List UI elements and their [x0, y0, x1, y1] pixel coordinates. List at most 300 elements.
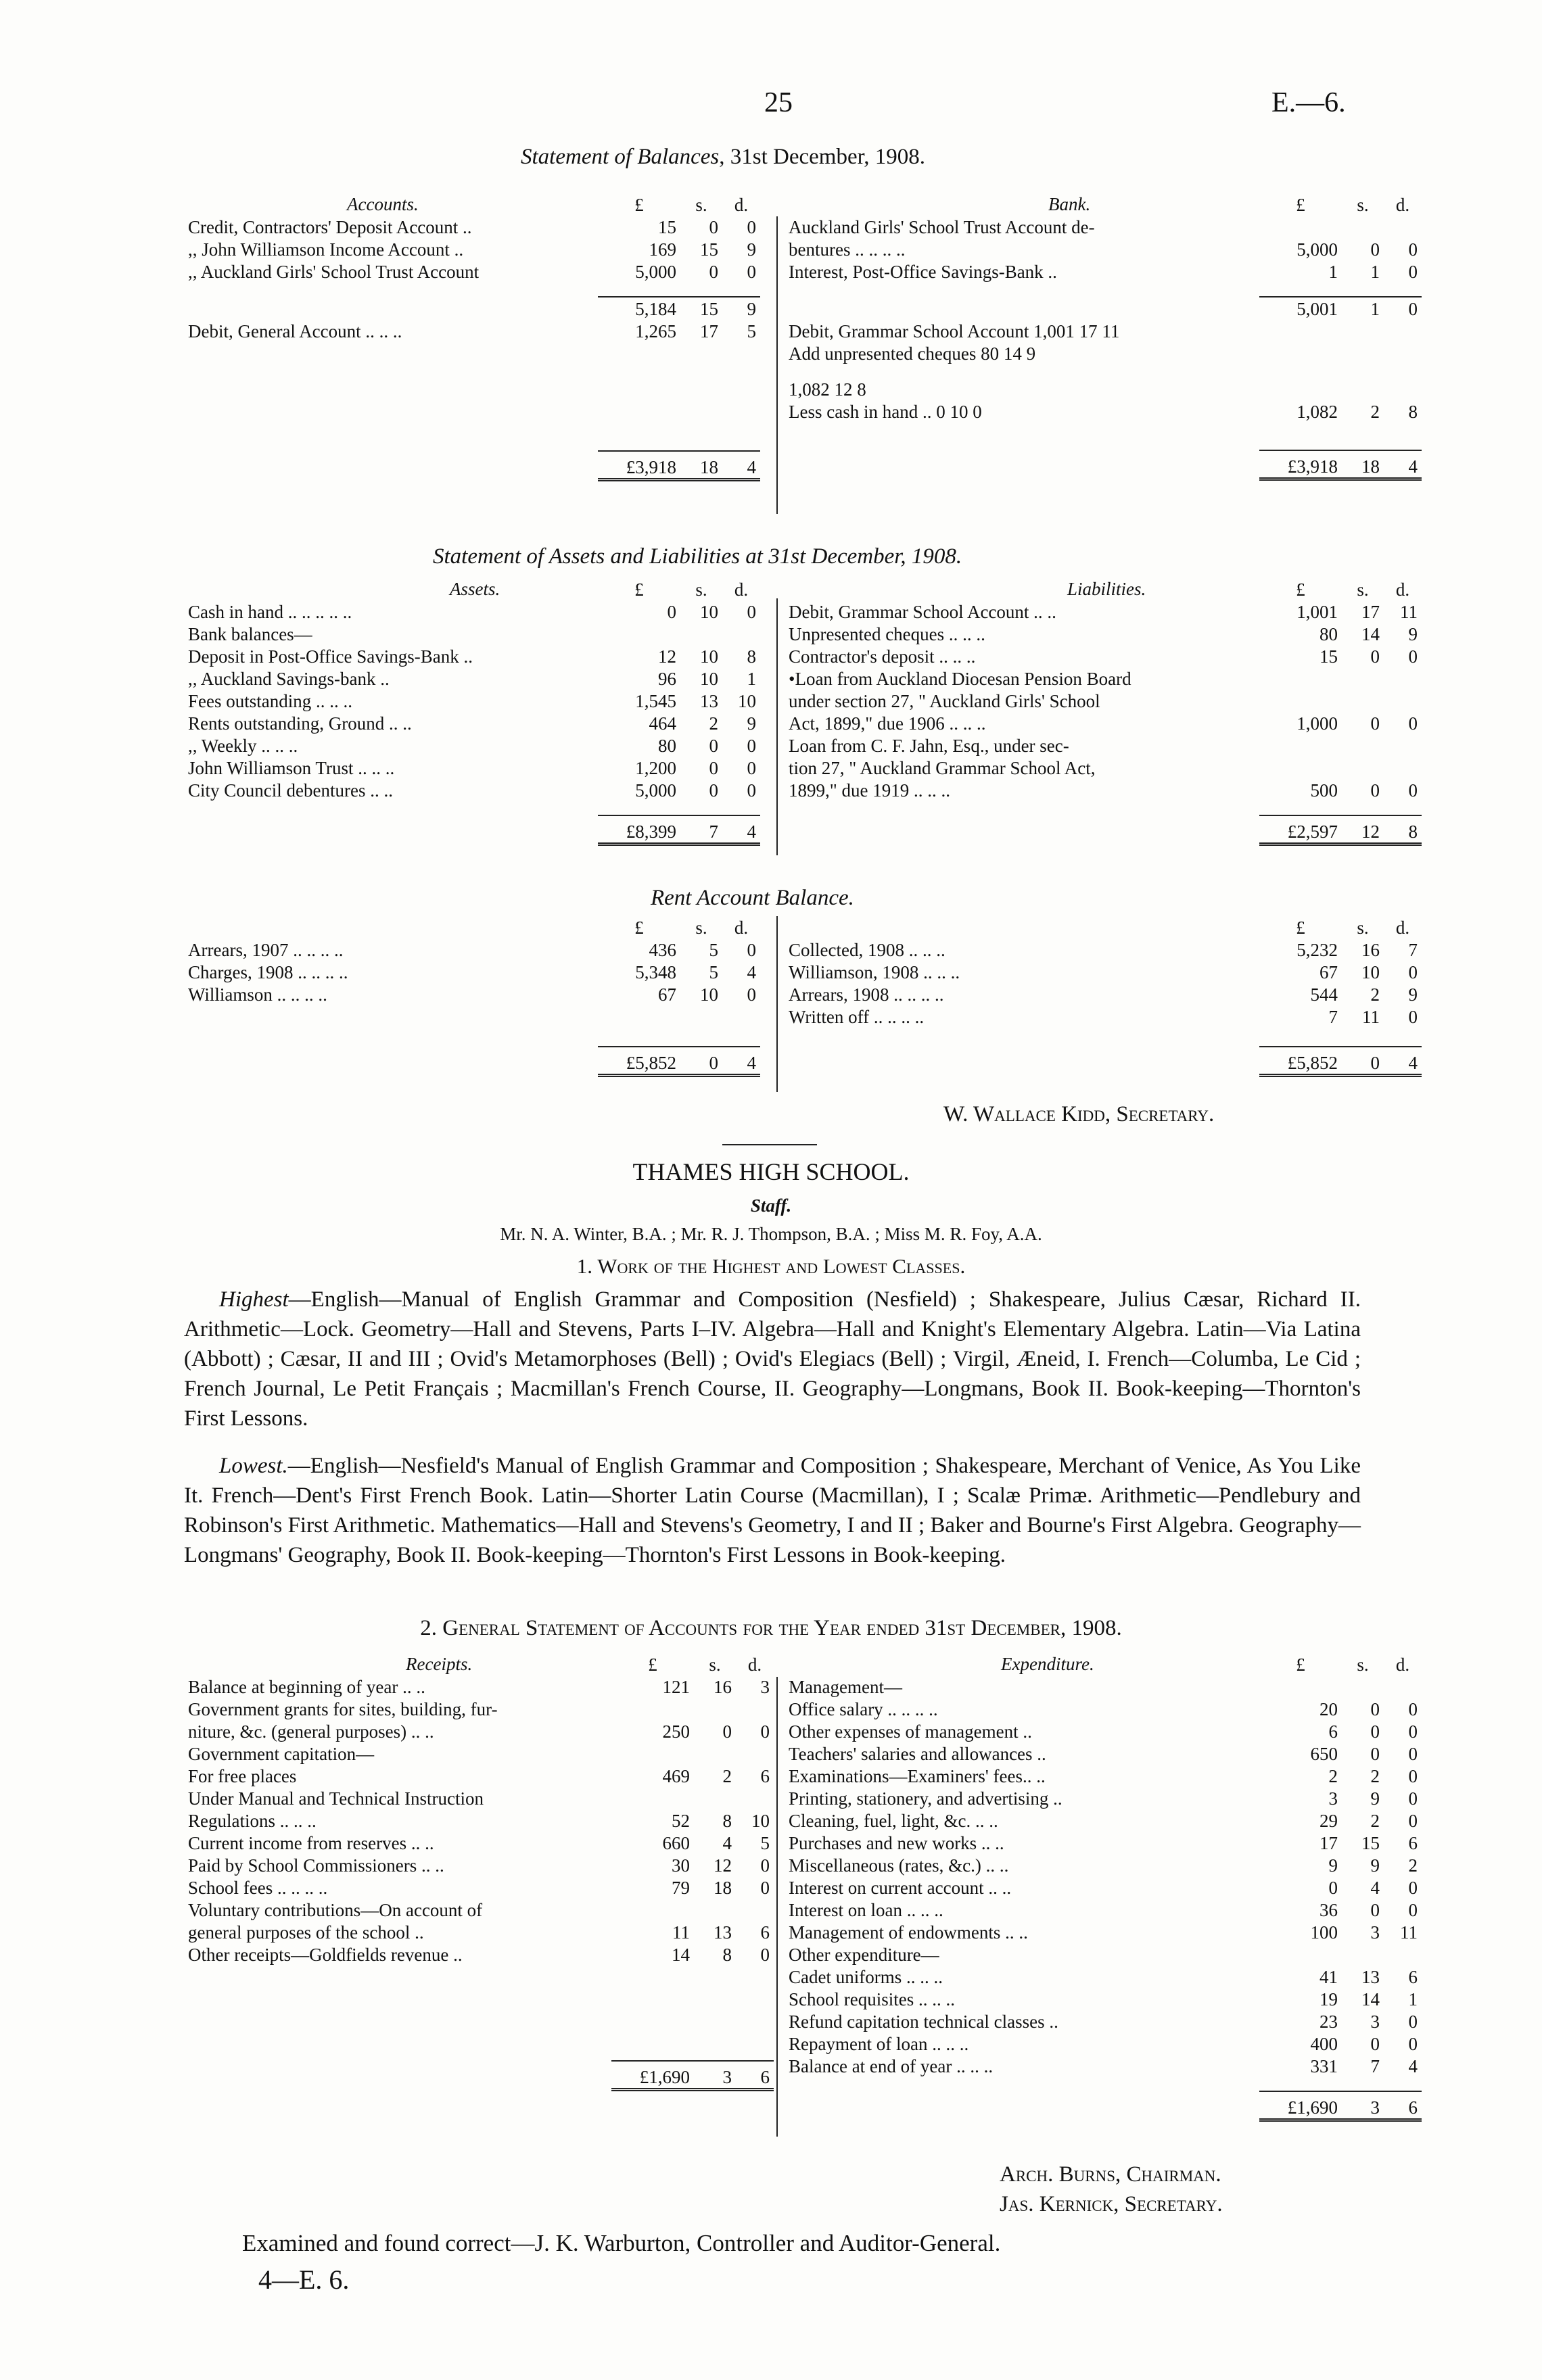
shillings: 18: [714, 1878, 732, 1898]
table-row: [184, 1742, 774, 1765]
row-label: [184, 1047, 598, 1076]
pence: [722, 801, 760, 815]
pence: [1384, 216, 1422, 238]
row-label: Paid by School Commissioners .. ..: [188, 1855, 444, 1876]
pence: [1384, 342, 1422, 364]
pounds: 5,000: [635, 780, 676, 801]
column-header-row: [785, 916, 1422, 938]
pence: [736, 1787, 774, 1809]
secretary-signature: Jas. Kernick, Secretary.: [1000, 2192, 1223, 2216]
row-label: under section 27, " Auckland Girls' School: [789, 691, 1100, 711]
sheet-code: 4—E. 6.: [258, 2264, 350, 2295]
pounds: [598, 283, 680, 297]
pence: [1384, 2077, 1422, 2091]
less-cash-row: [785, 400, 1422, 423]
pounds: [598, 801, 680, 815]
row-label: Contractor's deposit .. .. ..: [789, 646, 976, 667]
pounds: 1,000: [1296, 713, 1338, 734]
row-label: [785, 364, 1259, 378]
row-label: Interest on loan .. .. ..: [789, 1900, 943, 1920]
pence: 4: [722, 451, 760, 480]
row-label: Deposit in Post-Office Savings-Bank ..: [188, 646, 473, 667]
table-row: [184, 961, 760, 983]
shillings: 4: [1370, 1878, 1380, 1898]
pounds: [598, 342, 680, 451]
table-row: [785, 1787, 1422, 1809]
shillings: 2: [709, 713, 718, 734]
pounds: 5,184: [598, 297, 680, 320]
shillings: 0: [1370, 780, 1380, 801]
table-row: [785, 667, 1422, 690]
row-label: Management of endowments .. ..: [789, 1922, 1028, 1943]
divider: [776, 598, 778, 855]
shillings: 0: [1370, 1900, 1380, 1920]
shillings: 15: [680, 297, 722, 320]
liabilities-heading: Liabilities.: [1067, 579, 1146, 599]
pounds: £5,852: [598, 1047, 680, 1076]
shillings: 0: [722, 1721, 732, 1742]
pence: 6: [760, 1922, 770, 1943]
row-label: Government grants for sites, building, fur-: [188, 1699, 498, 1719]
row-label: City Council debentures .. ..: [188, 780, 393, 801]
shillings: 10: [700, 984, 718, 1005]
row-label: Unpresented cheques .. .. ..: [789, 624, 985, 644]
pence: 8: [747, 646, 756, 667]
pounds: [1259, 667, 1342, 690]
pence: 9: [1408, 984, 1418, 1005]
row-label: Collected, 1908 .. .. ..: [789, 940, 945, 960]
spacer-row: [785, 801, 1422, 815]
pounds: £2,597: [1259, 815, 1342, 844]
shillings: 16: [1361, 940, 1380, 960]
row-label: [184, 451, 598, 480]
row-label: [785, 297, 1259, 320]
row-label: Loan from C. F. Jahn, Esq., under sec-: [789, 736, 1069, 756]
pounds: [1259, 2077, 1342, 2091]
table-row: [184, 216, 760, 238]
rent-title: Rent Account Balance.: [651, 886, 854, 910]
row-label: [785, 2077, 1259, 2091]
row-label: Office salary .. .. .. ..: [789, 1699, 938, 1719]
shillings: 12: [1342, 815, 1384, 844]
shillings: 0: [1370, 1744, 1380, 1764]
pence: 0: [1408, 1878, 1418, 1898]
pence: [722, 623, 760, 645]
shillings: 16: [714, 1677, 732, 1697]
row-label: [785, 1047, 1259, 1076]
pounds: [1259, 801, 1342, 815]
divider: [776, 216, 778, 514]
row-label: niture, &c. (general purposes) .. ..: [188, 1721, 434, 1742]
shillings: 10: [700, 669, 718, 689]
table-row: [785, 690, 1422, 712]
row-label: [184, 1653, 611, 1675]
examined-note: Examined and found correct—J. K. Warburton, Controller and Auditor-General.: [242, 2230, 1001, 2256]
shillings: [694, 1698, 736, 1720]
pence: 6: [760, 1766, 770, 1786]
spacer-row: [785, 2077, 1422, 2091]
row-label: [785, 450, 1259, 479]
pounds: 1,082: [1296, 402, 1338, 422]
pence: 0: [760, 1721, 770, 1742]
page-number: 25: [764, 87, 793, 118]
pounds: 15: [658, 217, 676, 237]
pounds: 121: [662, 1677, 690, 1697]
row-label: 1,082 12 8: [789, 379, 866, 400]
row-label: Other expenditure—: [789, 1945, 939, 1965]
shillings: 13: [1361, 1967, 1380, 1987]
pounds: 1,265: [635, 321, 676, 341]
row-label: Balance at end of year .. .. ..: [789, 2056, 994, 2076]
pence: d.: [1395, 195, 1410, 215]
shillings: s.: [1357, 1655, 1369, 1675]
pence: 4: [1384, 1047, 1422, 1076]
debit-row: [184, 320, 760, 342]
pence: 0: [1408, 1766, 1418, 1786]
table-row: [184, 1765, 774, 1787]
row-label: 1899," due 1919 .. .. ..: [789, 780, 951, 801]
pounds: [1259, 1675, 1342, 1698]
pounds: £3,918: [598, 451, 680, 480]
pence: 3: [760, 1677, 770, 1697]
shillings: [1342, 2077, 1384, 2091]
row-label: [184, 1005, 598, 1047]
section1-heading: 1. Work of the Highest and Lowest Classes.: [576, 1254, 966, 1278]
table-row: [184, 757, 760, 779]
pence: 0: [760, 1855, 770, 1876]
section2-heading: 2. General Statement of Accounts for the Year ended 31st December, 1908.: [420, 1616, 1122, 1640]
pounds: 96: [658, 669, 676, 689]
pounds: 41: [1319, 1967, 1338, 1987]
pence: 6: [736, 2061, 774, 2090]
shillings: 9: [1370, 1788, 1380, 1809]
pounds: 0: [1328, 1878, 1338, 1898]
pence: 0: [1408, 1744, 1418, 1764]
spacer-row: [184, 801, 760, 815]
pence: [722, 1005, 760, 1047]
shillings: 2: [722, 1766, 732, 1786]
pence: 0: [1408, 2012, 1418, 2032]
pence: d.: [1395, 918, 1410, 938]
pence: [1384, 364, 1422, 378]
pounds: 67: [1319, 962, 1338, 982]
pounds: 1,545: [635, 691, 676, 711]
pounds: [598, 623, 680, 645]
pounds: 80: [658, 736, 676, 756]
pounds: 19: [1319, 1989, 1338, 2009]
pounds: 11: [672, 1922, 690, 1943]
table-row: [785, 1832, 1422, 1854]
pounds: [1259, 423, 1342, 450]
balances-right: [785, 193, 1422, 481]
shillings: s.: [1357, 918, 1369, 938]
row-label: Rents outstanding, Ground .. ..: [188, 713, 412, 734]
pounds: 23: [1319, 2012, 1338, 2032]
receipts-ledger: [184, 1653, 774, 2091]
pence: 1: [747, 669, 756, 689]
row-label: Under Manual and Technical Instruction: [188, 1788, 484, 1809]
shillings: [1342, 216, 1384, 238]
table-row: [785, 1698, 1422, 1720]
row-label: •Loan from Auckland Diocesan Pension Board: [789, 669, 1131, 689]
pence: 0: [1408, 962, 1418, 982]
pounds: [611, 1899, 694, 1921]
shillings: 1: [1370, 262, 1380, 282]
pence: [736, 1698, 774, 1720]
row-label: [184, 283, 598, 297]
pounds: 1: [1328, 262, 1338, 282]
pounds: 12: [658, 646, 676, 667]
separator-rule: [722, 1144, 817, 1145]
shillings: 13: [714, 1922, 732, 1943]
column-header-row: [785, 578, 1422, 600]
table-row: [785, 216, 1422, 238]
pence: 5: [747, 321, 756, 341]
shillings: [694, 1966, 736, 2061]
shillings: 14: [1361, 1989, 1380, 2009]
pence: 9: [722, 297, 760, 320]
shillings: 9: [1370, 1855, 1380, 1876]
pounds: 5,000: [635, 262, 676, 282]
table-row: [785, 734, 1422, 757]
row-label: Voluntary contributions—On account of: [188, 1900, 483, 1920]
pence: 8: [1384, 815, 1422, 844]
table-row: [184, 1675, 774, 1698]
row-label: Other expenses of management ..: [789, 1721, 1032, 1742]
table-row: [184, 623, 760, 645]
pounds: 5,000: [1296, 239, 1338, 260]
table-row: [785, 623, 1422, 645]
pence: d.: [734, 918, 749, 938]
table-row: [785, 1876, 1422, 1899]
assets-heading: Assets.: [450, 579, 500, 599]
pence: 11: [1400, 602, 1418, 622]
pence: 0: [1408, 239, 1418, 260]
shillings: [680, 342, 722, 451]
shillings: [1342, 1028, 1384, 1047]
shillings: 15: [1361, 1833, 1380, 1853]
column-header-row: [184, 193, 760, 216]
table-row: [785, 1809, 1422, 1832]
row-label: Written off .. .. .. ..: [789, 1007, 925, 1027]
table-row: [785, 2010, 1422, 2032]
total-row: [184, 1047, 760, 1076]
shillings: 2: [1370, 1766, 1380, 1786]
pence: 11: [1400, 1922, 1418, 1943]
pence: [736, 1966, 774, 2061]
pence: [1384, 1028, 1422, 1047]
pounds: £1,690: [1259, 2091, 1342, 2120]
shillings: [1342, 690, 1384, 712]
subtotal-row: [785, 297, 1422, 320]
pounds: 331: [1310, 2056, 1338, 2076]
pounds: 6: [1328, 1721, 1338, 1742]
school-name: THAMES HIGH SCHOOL.: [632, 1158, 910, 1185]
shillings: 0: [709, 758, 718, 778]
highest-paragraph: Highest—English—Manual of English Grammar and Composition (Nesfield) ; Shakespeare, Julius Cæsar, Richard II. Arithmetic—Lock. Geometry—Hall and Stevens, Parts I–IV. Algebra—Hall and Knight's Elementary Algebra. Latin—Via Latina (Abbott) ; Cæsar, II and III ; Ovid's Metamorphoses (Bell) ; Ovid's Elegiacs (Bell) ; Virgil, Æneid, I. French—Columba, Le Cid ; French Journal, Le Petit Français ; Macmillan's French Course, II. Geography—Longmans, Book II. Book-keeping—Thornton's First Lessons.: [184, 1287, 1361, 1431]
shillings: [1342, 378, 1384, 400]
row-label: Cleaning, fuel, light, &c. .. ..: [789, 1811, 998, 1831]
pounds: [1259, 690, 1342, 712]
pence: 0: [1408, 1699, 1418, 1719]
row-label: Credit, Contractors' Deposit Account ..: [188, 217, 472, 237]
balances-left: [184, 193, 760, 481]
spacer-row: [785, 1028, 1422, 1047]
pence: 9: [747, 239, 756, 260]
column-header-row: [785, 1653, 1422, 1675]
row-label: Teachers' salaries and allowances ..: [789, 1744, 1046, 1764]
table-row: [785, 961, 1422, 983]
pounds: [611, 1787, 694, 1809]
table-row: [785, 1943, 1422, 1966]
subtotal-row: [184, 297, 760, 320]
shillings: 18: [680, 451, 722, 480]
pence: 0: [1408, 1721, 1418, 1742]
shillings: 0: [1370, 646, 1380, 667]
shillings: 0: [680, 1047, 722, 1076]
assets-ledger: [184, 578, 760, 846]
table-row: [785, 983, 1422, 1005]
table-row: [184, 1809, 774, 1832]
row-label: Regulations .. .. ..: [188, 1811, 317, 1831]
shillings: 18: [1342, 450, 1384, 479]
pounds: 30: [672, 1855, 690, 1876]
row-label: Government capitation—: [188, 1744, 375, 1764]
spacer-row: [785, 423, 1422, 450]
table-row: [184, 1943, 774, 1966]
shillings: s.: [1357, 579, 1369, 600]
assets-title: Statement of Assets and Liabilities at 31st December, 1908.: [433, 544, 962, 569]
row-label: Less cash in hand .. 0 10 0: [789, 402, 982, 422]
pounds: 29: [1319, 1811, 1338, 1831]
column-header-row: [184, 916, 760, 938]
pounds: £: [634, 579, 644, 600]
row-label: Williamson, 1908 .. .. ..: [789, 962, 960, 982]
pounds: [1259, 378, 1342, 400]
pence: 0: [747, 602, 756, 622]
pence: 0: [747, 736, 756, 756]
spacer-row: [785, 283, 1422, 297]
row-label: [184, 801, 598, 815]
table-row: [785, 1765, 1422, 1787]
shillings: s.: [695, 918, 707, 938]
row-label: [785, 801, 1259, 815]
pounds: [611, 1698, 694, 1720]
pence: 10: [751, 1811, 770, 1831]
shillings: 0: [1370, 713, 1380, 734]
total-row: [785, 1047, 1422, 1076]
shillings: 13: [700, 691, 718, 711]
row-label: Fees outstanding .. .. ..: [188, 691, 352, 711]
pounds: £: [1296, 918, 1305, 938]
pounds: [1259, 216, 1342, 238]
shillings: 2: [1370, 402, 1380, 422]
pence: 0: [747, 940, 756, 960]
pounds: 660: [662, 1833, 690, 1853]
spacer-row: [184, 1966, 774, 2061]
pence: [1384, 757, 1422, 779]
row-label: Other receipts—Goldfields revenue ..: [188, 1945, 463, 1965]
pence: 7: [1408, 940, 1418, 960]
row-label: Interest, Post-Office Savings-Bank ..: [789, 262, 1057, 282]
row-label: School fees .. .. .. ..: [188, 1878, 328, 1898]
pounds: [1259, 1943, 1342, 1966]
pence: [1384, 667, 1422, 690]
pounds: 15: [1319, 646, 1338, 667]
shillings: 5: [709, 962, 718, 982]
pounds: 169: [649, 239, 676, 260]
shillings: [694, 1899, 736, 1921]
row-label: [785, 193, 1259, 216]
document-code: E.—6.: [1271, 87, 1346, 118]
pence: 0: [1408, 780, 1418, 801]
pounds: 100: [1310, 1922, 1338, 1943]
shillings: 0: [709, 780, 718, 801]
shillings: 0: [1342, 1047, 1384, 1076]
pence: 0: [747, 984, 756, 1005]
table-row: [184, 600, 760, 623]
shillings: 0: [709, 736, 718, 756]
shillings: 7: [680, 815, 722, 844]
shillings: 12: [714, 1855, 732, 1876]
table-row: [785, 1921, 1422, 1943]
row-label: For free places: [188, 1766, 297, 1786]
column-header-row: [184, 578, 760, 600]
pounds: 544: [1310, 984, 1338, 1005]
row-label: [785, 578, 1259, 600]
table-row: [184, 1832, 774, 1854]
pounds: [611, 1742, 694, 1765]
shillings: [680, 623, 722, 645]
pence: [1384, 423, 1422, 450]
shillings: 0: [1370, 2034, 1380, 2054]
shillings: 17: [1361, 602, 1380, 622]
pounds: £: [634, 195, 644, 215]
pence: 0: [1408, 713, 1418, 734]
shillings: 2: [1370, 984, 1380, 1005]
pounds: £3,918: [1259, 450, 1342, 479]
shillings: 3: [1370, 1922, 1380, 1943]
pounds: 1,001: [1296, 602, 1338, 622]
shillings: [1342, 283, 1384, 297]
pence: 10: [738, 691, 756, 711]
pounds: [611, 1966, 694, 2061]
shillings: 2: [1370, 1811, 1380, 1831]
bank-heading: Bank.: [1048, 194, 1091, 214]
row-label: Interest on current account .. ..: [789, 1878, 1012, 1898]
table-row: [785, 1005, 1422, 1028]
pence: [1384, 690, 1422, 712]
pence: 0: [1408, 1007, 1418, 1027]
pounds: 20: [1319, 1699, 1338, 1719]
pounds: £: [634, 918, 644, 938]
shillings: 10: [700, 602, 718, 622]
table-row: [184, 1787, 774, 1809]
row-label: [184, 297, 598, 320]
shillings: 10: [700, 646, 718, 667]
pounds: [598, 1005, 680, 1047]
table-row: [184, 1854, 774, 1876]
pence: 4: [722, 815, 760, 844]
shillings: 3: [1342, 2091, 1384, 2120]
expenditure-ledger: [785, 1653, 1422, 2122]
table-row: [785, 938, 1422, 961]
shillings: 0: [1370, 1721, 1380, 1742]
rent-right-ledger: [785, 916, 1422, 1077]
row-label: [785, 423, 1259, 450]
table-row: [785, 645, 1422, 667]
pounds: £: [1296, 1655, 1305, 1675]
